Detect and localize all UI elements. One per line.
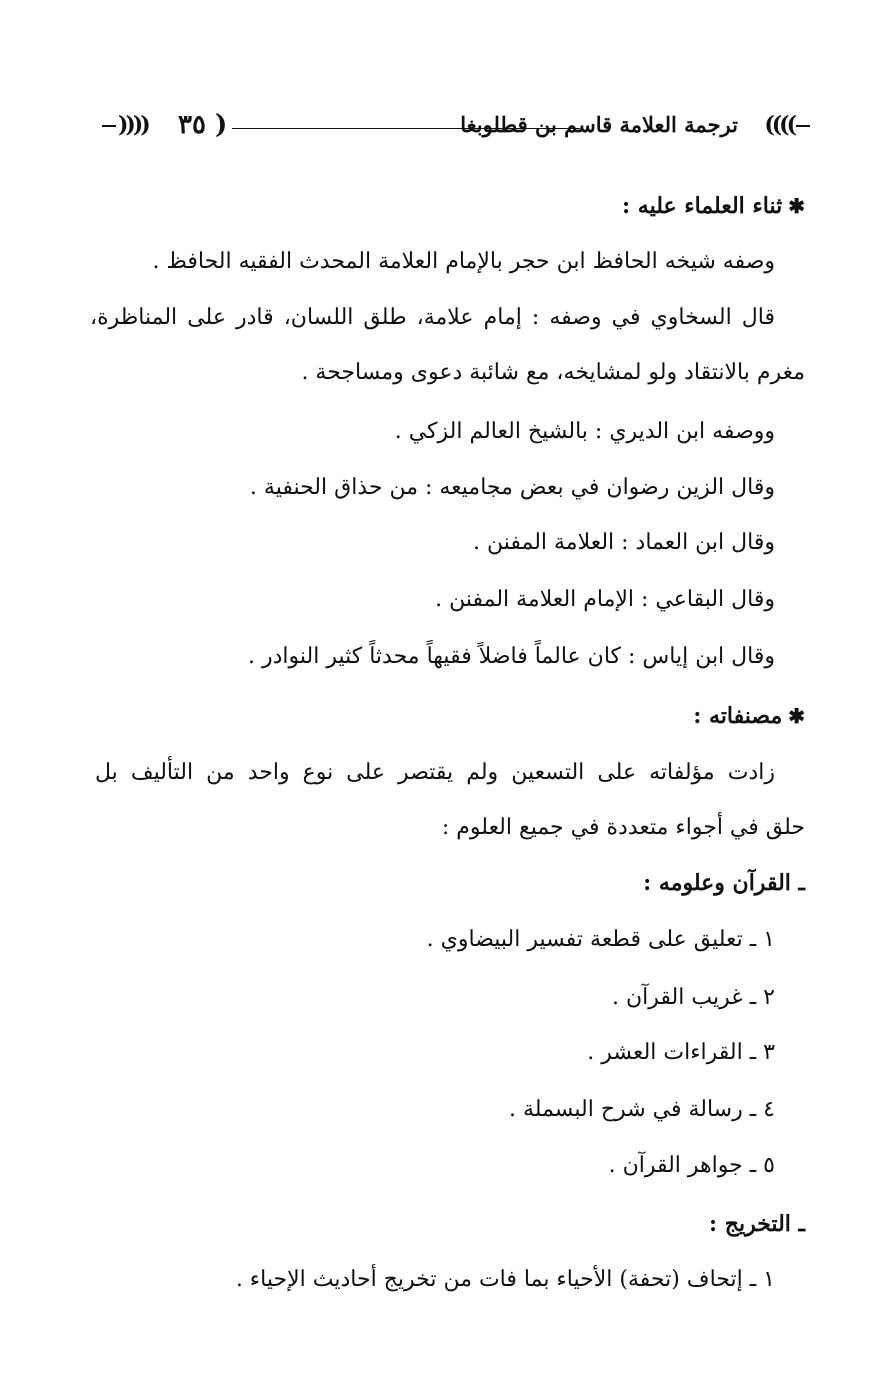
list-item: ٣ ـ القراءات العشر . (587, 1040, 775, 1065)
text-line: وقال البقاعي : الإمام العلامة المفنن . (435, 587, 775, 612)
running-header (100, 108, 794, 148)
list-item: ٢ ـ غريب القرآن . (612, 985, 775, 1010)
text-line: وصفه شيخه الحافظ ابن حجر بالإمام العلامة المحدث الفقيه الحافظ . (152, 249, 775, 274)
section-heading-works (693, 703, 805, 729)
list-item: ١ ـ إتحاف (تحفة) الأحياء بما فات من تخريج أحاديث الإحياء . (235, 1267, 775, 1292)
section-heading-praise (622, 193, 805, 219)
header-rule (232, 128, 580, 129)
subheading-quran: ـ القرآن وعلومه : (643, 870, 805, 896)
header-ornament-right: (((( (764, 114, 812, 136)
text-line: زادت مؤلفاته على التسعين ولم يقتصر على نوع واحد من التأليف بل (95, 760, 775, 785)
text-line: ووصفه ابن الديري : بالشيخ العالم الزكي . (394, 419, 775, 444)
asterisk-icon: ✱ (788, 704, 805, 728)
section-heading-works-text: مصنفاته : (693, 703, 783, 729)
text-line: حلق في أجواء متعددة في جميع العلوم : (441, 815, 805, 840)
list-item: ٥ ـ جواهر القرآن . (608, 1153, 775, 1178)
text-line: وقال ابن إياس : كان عالماً فاضلاً فقيهاً محدثاً كثير النوادر . (248, 644, 775, 669)
text-line: قال السخاوي في وصفه : إمام علامة، طلق اللسان، قادر على المناظرة، (90, 305, 775, 330)
section-heading-praise-text: ثناء العلماء عليه : (622, 193, 783, 219)
header-ornament-left: )))) (100, 114, 148, 136)
asterisk-icon: ✱ (788, 194, 805, 218)
page-number-value: ٣٥ (178, 110, 206, 140)
text-line: مغرم بالانتقاد ولو لمشايخه، مع شائبة دعوى ومساجحة . (301, 360, 805, 385)
list-item: ٤ ـ رسالة في شرح البسملة . (509, 1097, 775, 1122)
text-line: وقال الزين رضوان في بعض مجاميعه : من حذاق الحنفية . (249, 475, 775, 500)
running-header-title: ترجمة العلامة قاسم بن قطلوبغا (460, 112, 738, 137)
page-number: ) ٣٥ (178, 110, 228, 140)
text-line: وقال ابن العماد : العلامة المفنن . (472, 530, 775, 555)
list-item: ١ ـ تعليق على قطعة تفسير البيضاوي . (426, 927, 775, 952)
subheading-takhrij: ـ التخريج : (708, 1211, 805, 1237)
